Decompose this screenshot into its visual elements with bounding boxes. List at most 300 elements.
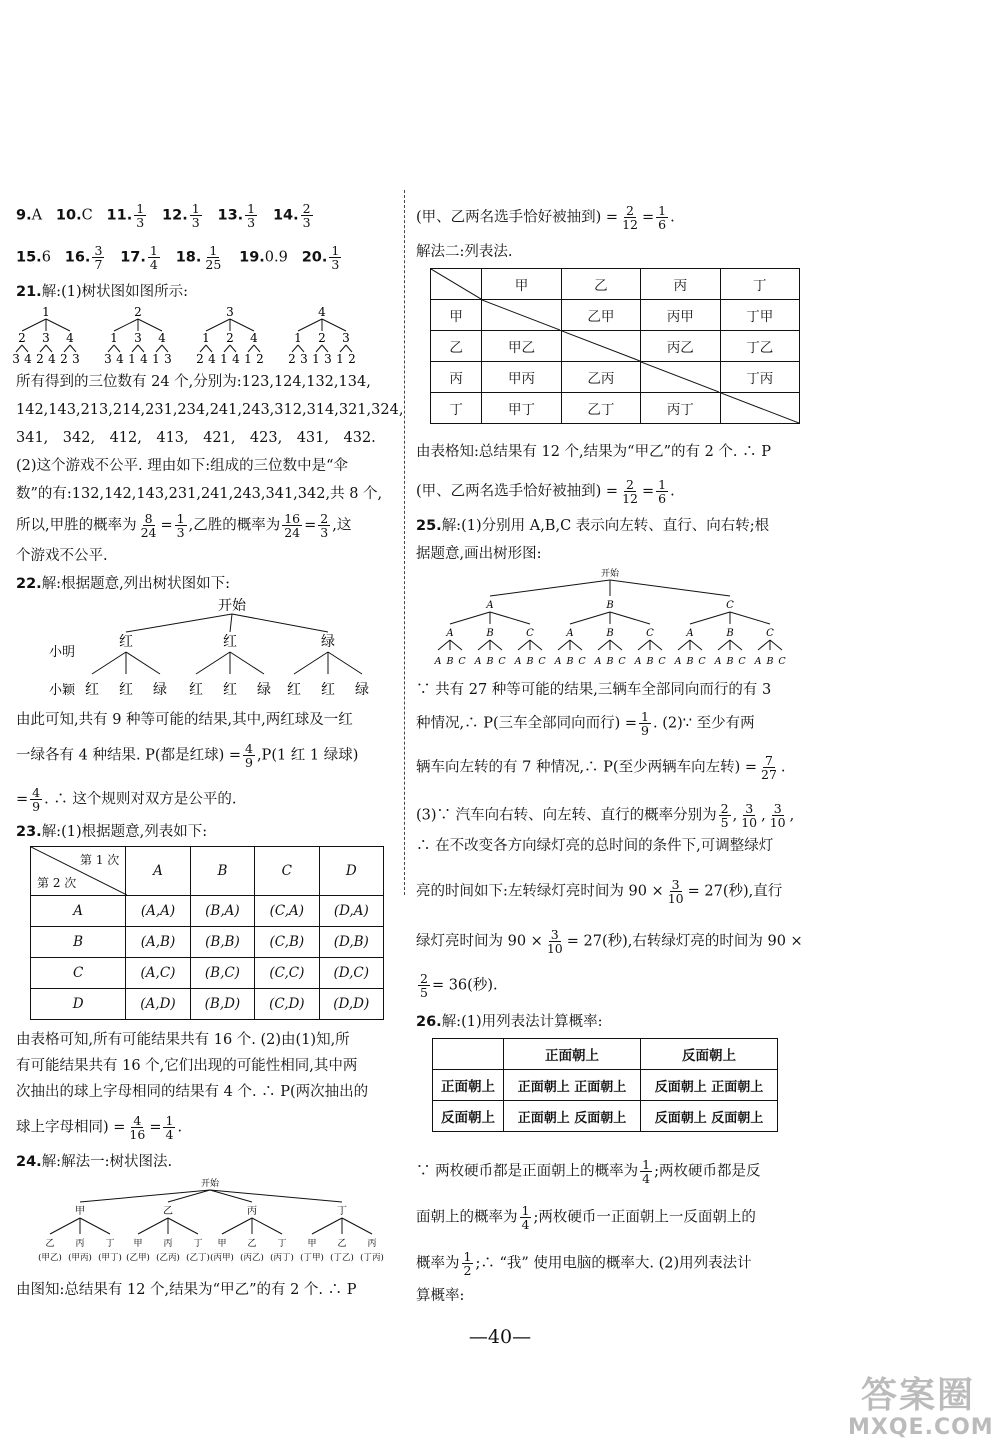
tree-leaf-digit: 3: [300, 352, 308, 366]
tree-leaf-pair: (甲丁): [98, 1253, 122, 1263]
q26-line-5: 算概率:: [416, 1288, 465, 1304]
tree-leaf-digit: 2: [36, 352, 44, 366]
tree-level2-ball: 红: [287, 682, 301, 698]
tree-branch: [650, 640, 662, 650]
tree-branch: [222, 1218, 252, 1234]
tree-leaf-name: 丁: [277, 1239, 287, 1249]
tree-level2-letter: C: [526, 628, 534, 639]
q21-line-6: 数”的有:132,142,143,231,241,243,341,342,共 8 个,: [16, 486, 383, 502]
q22-line-1: [16, 574, 230, 594]
fraction: $\frac{3}{10}$: [546, 927, 563, 956]
q24-right-line-1: (甲、乙两名选手恰好被抽到) = $\frac{2}{12}$ = $\frac{1}{6}$ .: [416, 203, 675, 232]
tree-level2-letter: A: [446, 628, 454, 639]
tree-level2-ball: 红: [189, 682, 203, 698]
table-header-row: [431, 269, 800, 300]
q23-line-2: 由表格可知,所有可能结果共有 16 个. (2)由(1)知,所: [16, 1032, 350, 1048]
answer-num: 20.: [301, 249, 328, 266]
tree-level2-letter: A: [686, 628, 694, 639]
tree-branch: [50, 1218, 80, 1234]
tree-leaf-digit: 4: [116, 352, 124, 366]
cell-diagonal-line: [721, 393, 799, 423]
tree-branch: [340, 345, 346, 352]
tree-branch: [162, 345, 168, 352]
q26-line-3: 面朝上的概率为 $\frac{1}{4}$ ;两枚硬币一正面朝上一反面朝上的: [416, 1203, 756, 1232]
table-row-label: D: [31, 989, 126, 1020]
tree-level2-ball: 红: [119, 682, 133, 698]
tree-branch: [450, 612, 490, 624]
tree-branch: [718, 640, 730, 650]
q21-line-1: [16, 282, 188, 302]
tree-leaf-digit: 2: [348, 352, 356, 366]
tree-leaf-name: 丁: [105, 1239, 115, 1249]
q25-text: 解:(1)分别用 A,B,C 表示向左转、直行、向右转;根: [441, 518, 770, 534]
tree-leaf-letter: B: [726, 656, 734, 667]
tree-leaf-letter: B: [686, 656, 694, 667]
tree-branch: [758, 640, 770, 650]
tree-leaf-name: 丙: [367, 1239, 377, 1249]
tree-mid-digit: 3: [134, 331, 142, 345]
tree-leaf-digit: 3: [12, 352, 20, 366]
tree-branch: [248, 345, 254, 352]
fraction: $\frac{2}{12}$: [622, 203, 638, 232]
table-row: [431, 300, 800, 331]
q22-number: 22.: [16, 576, 42, 592]
tree-branch: [92, 652, 126, 674]
tree-branch: [46, 319, 70, 331]
tree-leaf-digit: 1: [128, 352, 136, 366]
answer-fraction: $\frac{1}{25}$: [205, 243, 222, 272]
answer-num: 11.: [106, 207, 133, 224]
tree-branch: [570, 640, 582, 650]
table-cell: 丙丁: [641, 393, 720, 424]
q24-tree-diagram: [16, 1176, 396, 1272]
fraction: $\frac{1}{9}$: [641, 709, 649, 738]
tree-leaf-letter: A: [714, 656, 722, 667]
tree-level2-letter: A: [566, 628, 574, 639]
tree-leaf-pair: (丙甲): [210, 1253, 234, 1263]
q21-text: ,这: [332, 517, 352, 534]
table-header-row: [31, 847, 384, 896]
column-divider: [404, 190, 405, 895]
table-cell: 甲乙: [482, 331, 561, 362]
table-cell: 丁乙: [720, 331, 799, 362]
q26-number: 26.: [416, 1014, 442, 1030]
answer-fraction: $\frac{1}{3}$: [191, 201, 200, 230]
answer-num: 14.: [272, 207, 299, 224]
fraction: $\frac{1}{6}$: [658, 477, 667, 506]
tree-branch: [610, 612, 650, 624]
tree-branch: [126, 614, 232, 632]
table-cell: (D,C): [319, 958, 383, 989]
table-cell: (C,C): [255, 958, 319, 989]
table-cell: (C,B): [255, 927, 319, 958]
tree-branch: [22, 319, 46, 331]
tree-branch: [80, 1218, 110, 1234]
q21-line-5: (2)这个游戏不公平. 理由如下:组成的三位数中是“伞: [16, 458, 349, 474]
tree-leaf-letter: A: [434, 656, 442, 667]
tree-leaf-digit: 3: [324, 352, 332, 366]
q23-number: 23.: [16, 824, 42, 840]
tree-branch: [298, 345, 304, 352]
tree-branch: [316, 345, 322, 352]
tree-level2-letter: B: [726, 628, 734, 639]
q21-tree-diagram: [12, 304, 396, 366]
tree-leaf-letter: B: [566, 656, 574, 667]
q25-line-2: 据题意,画出树形图:: [416, 546, 542, 562]
tree-branch: [322, 319, 346, 331]
q26-line-2: ∵ 两枚硬币都是正面朝上的概率为 $\frac{1}{4}$ ;两枚硬币都是反: [416, 1157, 761, 1186]
fraction: $\frac{1}{2}$: [463, 1249, 472, 1278]
q21-line-8: 个游戏不公平.: [16, 548, 108, 564]
q22-line-2: 由此可知,共有 9 种等可能的结果,其中,两红球及一红: [16, 712, 353, 728]
table-cell: (C,D): [255, 989, 319, 1020]
tree-branch: [206, 345, 212, 352]
tree-branch: [138, 1218, 168, 1234]
tree-branch: [730, 640, 742, 650]
tree-leaf-pair: (甲丙): [68, 1253, 92, 1263]
tree-branch: [108, 345, 114, 352]
tree-level2-ball: 绿: [257, 682, 271, 698]
tree-leaf-digit: 2: [256, 352, 264, 366]
tree-leaf-name: 丙: [75, 1239, 85, 1249]
tree-branch: [168, 1218, 198, 1234]
table-cell: (A,C): [126, 958, 190, 989]
answer-fraction: $\frac{1}{3}$: [331, 243, 340, 272]
tree-leaf-pair: (乙丙): [156, 1253, 180, 1263]
tree-branch: [196, 652, 230, 674]
tree-leaf-digit: 3: [104, 352, 112, 366]
table-row-label: 甲: [431, 300, 482, 331]
tree-level2-letter: C: [766, 628, 774, 639]
tree-branch: [530, 640, 542, 650]
tree-leaf-pair: (乙丁): [186, 1253, 210, 1263]
answer-value: C: [81, 207, 93, 224]
table-row: [431, 331, 800, 362]
tree-leaf-letter: A: [594, 656, 602, 667]
tree-root-digit: 1: [42, 305, 50, 319]
answer-value: 6: [41, 249, 51, 266]
fraction: $\frac{7}{27}$: [761, 753, 777, 782]
tree-level2-ball: 绿: [153, 682, 167, 698]
tree-leaf-digit: 4: [24, 352, 32, 366]
tree-leaf-pair: (丁丙): [360, 1253, 384, 1263]
tree-mid-digit: 1: [294, 331, 302, 345]
tree-leaf-pair: (丙丁): [270, 1253, 294, 1263]
q25-line-10: $\frac{2}{5}$ = 36(秒).: [420, 971, 498, 1000]
tree-leaf-letter: B: [526, 656, 534, 667]
tree-root-digit: 3: [226, 305, 234, 319]
table-cell: 丁甲: [720, 300, 799, 331]
tree-branch: [138, 319, 162, 331]
fraction: $\frac{1}{3}$: [176, 511, 185, 540]
watermark-text-1: 答案圈: [860, 1375, 975, 1416]
tree-start-label: 开始: [600, 569, 620, 579]
tree-mid-digit: 3: [342, 331, 350, 345]
tree-branch: [16, 345, 22, 352]
table-row: [31, 958, 384, 989]
fraction: $\frac{2}{5}$: [720, 801, 729, 830]
tree-leaf-digit: 4: [208, 352, 216, 366]
table-cell: (B,C): [190, 958, 254, 989]
tree-mid-digit: 1: [202, 331, 210, 345]
tree-leaf-digit: 1: [336, 352, 344, 366]
q21-text: ,乙胜的概率为: [188, 517, 281, 534]
answer-fraction: $\frac{3}{7}$: [94, 243, 103, 272]
tree-leaf-pair: (丁甲): [300, 1253, 324, 1263]
answer-num: 17.: [120, 249, 146, 266]
tree-branch: [730, 612, 770, 624]
tree-mid-digit: 4: [250, 331, 258, 345]
tree-mid-digit: 2: [226, 331, 234, 345]
table-header-cell: 反面朝上: [641, 1039, 778, 1070]
q24-right-line-4: (甲、乙两名选手恰好被抽到) = $\frac{2}{12}$ = $\frac{1}{6}$ .: [416, 477, 675, 506]
table-row: [31, 989, 384, 1020]
table-header-cell: 乙: [561, 269, 640, 300]
q23-line-1: [16, 822, 207, 842]
q25-line-7: ∴ 在不改变各方向绿灯亮的总时间的条件下,可调整绿灯: [416, 838, 774, 854]
answer-num: 9.: [16, 207, 32, 224]
tree-leaf-letter: C: [578, 656, 586, 667]
q21-line-2: 所有得到的三位数有 24 个,分别为:123,124,132,134,: [16, 374, 371, 390]
tree-level2-letter: B: [606, 628, 614, 639]
tree-leaf-digit: 1: [312, 352, 320, 366]
table-cell: 正面朝上 反面朝上: [504, 1101, 641, 1132]
table-corner-diagonal: [431, 269, 481, 299]
tree-branch: [138, 345, 144, 352]
q26-text: 解:(1)用列表法计算概率:: [441, 1014, 603, 1030]
table-cell: (D,A): [319, 896, 383, 927]
tree-leaf-digit: 2: [288, 352, 296, 366]
tree-start-label: 开始: [218, 598, 246, 614]
tree-branch: [206, 319, 230, 331]
q24-number: 24.: [16, 1154, 42, 1170]
table-cell: 丙甲: [641, 300, 720, 331]
table-header-cell: 丁: [720, 269, 799, 300]
fraction: $\frac{2}{12}$: [622, 477, 638, 506]
table-cell: 乙丙: [561, 362, 640, 393]
q23-line-5: 球上字母相同) = $\frac{4}{16}$ = $\frac{1}{4}$ .: [16, 1113, 183, 1142]
tree-leaf-letter: C: [538, 656, 546, 667]
tree-branch: [126, 652, 160, 674]
tree-leaf-digit: 3: [72, 352, 80, 366]
tree-level1-ball: 红: [119, 634, 133, 650]
tree-branch: [450, 640, 462, 650]
tree-branch: [328, 652, 362, 674]
tree-root-digit: 4: [318, 305, 326, 319]
q25-line-3: ∵ 共有 27 种等可能的结果,三辆车全部同向而行的有 3: [416, 682, 772, 698]
q24-table: [430, 268, 800, 424]
table-row-label: 反面朝上: [433, 1101, 504, 1132]
tree-branch: [40, 345, 46, 352]
tree-branch: [346, 345, 352, 352]
fraction: $\frac{4}{16}$: [129, 1113, 146, 1142]
table-cell: (A,D): [126, 989, 190, 1020]
tree-branch: [438, 640, 450, 650]
q24-line-2: 由图知:总结果有 12 个,结果为“甲乙”的有 2 个. ∴ P: [16, 1282, 357, 1298]
tree-leaf-letter: B: [486, 656, 494, 667]
tree-leaf-digit: 1: [220, 352, 228, 366]
tree-row-label-xiaoying: 小颖: [48, 683, 76, 698]
tree-branch: [678, 640, 690, 650]
page-number: —40—: [468, 1326, 532, 1348]
tree-branch: [230, 319, 254, 331]
tree-branch: [342, 1218, 372, 1234]
table-cell: (A,A): [126, 896, 190, 927]
tree-branch: [252, 1218, 282, 1234]
tree-level2-ball: 绿: [355, 682, 369, 698]
tree-mid-digit: 1: [110, 331, 118, 345]
answer-num: 10.: [55, 207, 82, 224]
table-header-cell: 丙: [641, 269, 720, 300]
table-cell: (B,D): [190, 989, 254, 1020]
fraction: $\frac{3}{10}$: [741, 801, 758, 830]
table-empty-diagonal-cell: [482, 300, 561, 331]
tree-branch: [322, 345, 328, 352]
tree-leaf-digit: 2: [196, 352, 204, 366]
tree-leaf-letter: A: [554, 656, 562, 667]
tree-level1-name: 丁: [337, 1206, 347, 1217]
table-row-label: B: [31, 927, 126, 958]
tree-level1-name: 甲: [75, 1206, 85, 1217]
tree-level1-letter: A: [486, 600, 494, 611]
q22-text: 解:根据题意,列出树状图如下:: [41, 576, 231, 592]
tree-leaf-letter: A: [514, 656, 522, 667]
tree-branch: [610, 640, 622, 650]
q23-table: [30, 846, 384, 1020]
fraction: $\frac{1}{4}$: [642, 1157, 651, 1186]
tree-mid-digit: 2: [318, 331, 326, 345]
tree-branch: [638, 640, 650, 650]
tree-leaf-letter: C: [618, 656, 626, 667]
tree-level2-ball: 红: [321, 682, 335, 698]
tree-leaf-pair: (丁乙): [330, 1253, 354, 1263]
answer-num: 12.: [162, 207, 188, 224]
table-header-row: [433, 1039, 778, 1070]
tree-leaf-digit: 4: [140, 352, 148, 366]
tree-level2-letter: C: [646, 628, 654, 639]
tree-branch: [230, 652, 264, 674]
q21-line-7: 所以,甲胜的概率为 $\frac{8}{24}$ = $\frac{1}{3}$ ,乙胜的概率为 $\frac{16}{24}$ = $\frac{2}{3}$ ,这: [16, 511, 352, 540]
tree-leaf-digit: 1: [152, 352, 160, 366]
q25-line-9: 绿灯亮时间为 90 × $\frac{3}{10}$ = 27(秒),右转绿灯亮的时间为 90 ×: [416, 927, 803, 956]
table-cell: 乙丁: [561, 393, 640, 424]
tree-branch: [114, 319, 138, 331]
cell-diagonal-line: [482, 300, 560, 330]
tree-leaf-name: 丁: [193, 1239, 203, 1249]
tree-branch: [558, 640, 570, 650]
tree-leaf-letter: A: [474, 656, 482, 667]
tree-leaf-name: 甲: [217, 1239, 227, 1249]
tree-leaf-name: 乙: [337, 1239, 347, 1249]
tree-leaf-name: 甲: [307, 1239, 317, 1249]
answer-fraction: $\frac{2}{3}$: [302, 201, 311, 230]
table-cell: 正面朝上 正面朝上: [504, 1070, 641, 1101]
tree-branch: [46, 345, 52, 352]
tree-leaf-name: 乙: [45, 1239, 55, 1249]
tree-branch: [64, 345, 70, 352]
tree-leaf-letter: C: [778, 656, 786, 667]
table-cell: 反面朝上 正面朝上: [641, 1070, 778, 1101]
tree-branch: [230, 345, 236, 352]
tree-branch: [254, 345, 260, 352]
tree-branch: [224, 345, 230, 352]
tree-level1-ball: 绿: [321, 634, 335, 650]
table-row-label: C: [31, 958, 126, 989]
tree-start-label: 开始: [200, 1179, 220, 1189]
q24-right-line-3: 由表格知:总结果有 12 个,结果为“甲乙”的有 2 个. ∴ P: [416, 444, 772, 460]
q21-text: 所以,甲胜的概率为: [16, 517, 137, 534]
table-row-label: 正面朝上: [433, 1070, 504, 1101]
table-empty-diagonal-cell: [720, 393, 799, 424]
tree-branch: [490, 612, 530, 624]
table-corner-cell: [431, 269, 482, 300]
table-corner-cell: [31, 847, 126, 896]
tree-level2-ball: 红: [223, 682, 237, 698]
tree-level1-letter: B: [606, 600, 614, 611]
q25-line-6: (3)∵ 汽车向右转、向左转、直行的概率分别为 $\frac{2}{5}$ , $\frac{3}{10}$ , $\frac{3}{10}$ ,: [416, 801, 795, 830]
tree-level1-ball: 红: [223, 634, 237, 650]
table-cell: (B,B): [190, 927, 254, 958]
tree-branch: [70, 345, 76, 352]
tree-mid-digit: 3: [42, 331, 50, 345]
answer-fraction: $\frac{1}{4}$: [149, 243, 158, 272]
answer-fraction: $\frac{1}{3}$: [247, 201, 256, 230]
cell-diagonal-line: [641, 362, 719, 392]
tree-level1-name: 乙: [163, 1206, 173, 1217]
tree-branch: [690, 640, 702, 650]
table-empty-diagonal-cell: [641, 362, 720, 393]
answer-value: A: [31, 207, 43, 224]
tree-row-label-xiaoming: 小明: [48, 645, 76, 660]
fraction: $\frac{8}{24}$: [140, 511, 157, 540]
q25-line-8: 亮的时间如下:左转绿灯亮时间为 90 × $\frac{3}{10}$ = 27(秒),直行: [416, 877, 783, 906]
q21-line-3: 142,143,213,214,231,234,241,243,312,314,321,324,: [16, 402, 404, 418]
table-row-label: 乙: [431, 331, 482, 362]
fraction: $\frac{1}{4}$: [521, 1203, 530, 1232]
table-corner-cell: [433, 1039, 504, 1070]
tree-leaf-letter: A: [754, 656, 762, 667]
tree-mid-digit: 4: [158, 331, 166, 345]
tree-root-digit: 2: [134, 305, 142, 319]
tree-branch: [294, 652, 328, 674]
tree-branch: [690, 612, 730, 624]
table-corner-top: 第 1 次: [80, 853, 120, 867]
tree-leaf-pair: (乙甲): [126, 1253, 150, 1263]
tree-leaf-letter: B: [766, 656, 774, 667]
tree-leaf-name: 乙: [247, 1239, 257, 1249]
fraction: $\frac{4}{9}$: [245, 741, 253, 770]
answers-row-2: [16, 244, 343, 271]
tree-leaf-pair: (甲乙): [38, 1253, 62, 1263]
tree-mid-digit: 2: [18, 331, 26, 345]
tree-branch: [770, 640, 782, 650]
table-row: [433, 1101, 778, 1132]
tree-branch: [156, 345, 162, 352]
fraction: $\frac{4}{9}$: [32, 785, 41, 814]
q22-line-4: = $\frac{4}{9}$ . ∴ 这个规则对双方是公平的.: [16, 785, 237, 814]
tree-level2-ball: 红: [85, 682, 99, 698]
tree-leaf-letter: B: [646, 656, 654, 667]
answer-num: 16.: [64, 249, 91, 266]
table-header-cell: A: [126, 847, 190, 896]
q24-text: 解:解法一:树状图法.: [41, 1154, 173, 1170]
tree-leaf-letter: C: [738, 656, 746, 667]
tree-leaf-letter: A: [634, 656, 642, 667]
table-header-cell: 甲: [482, 269, 561, 300]
table-cell: 乙甲: [561, 300, 640, 331]
table-header-cell: B: [190, 847, 254, 896]
q23-text: 解:(1)根据题意,列表如下:: [41, 824, 208, 840]
